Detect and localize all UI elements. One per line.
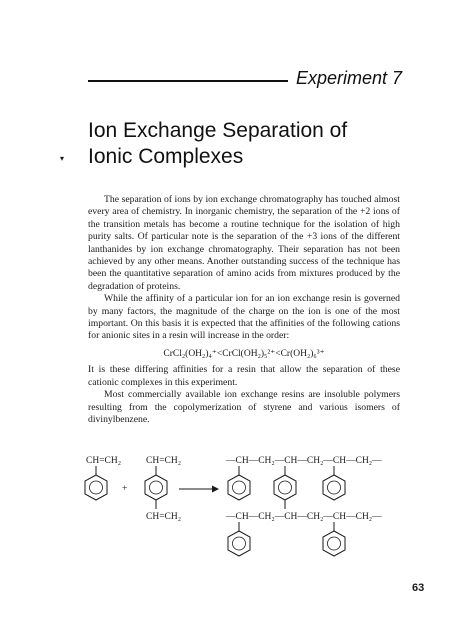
reaction-arrow — [179, 486, 219, 493]
title-line-2: Ionic Complexes — [88, 145, 244, 168]
styrene-ring — [85, 475, 107, 500]
page-title — [88, 118, 418, 170]
crosslink-ring — [274, 466, 296, 509]
paragraph-separation: It is these differing affinities for a resin that allow the separation of these cationic complexes in this experiment. — [88, 364, 400, 388]
pendant-ring-5 — [323, 522, 345, 556]
paragraph-intro: The separation of ions by ion exchange chromatography has touched almost every area of chemistry. In inorganic chemistry, the separation of the +2 ions of the transition metals has become a routine technique for the isolation of high purity salts. Of particular note is the separation of the +3 ions of the different lanthanides by ion exchange chromatography. Their separation has not been achieved by any other means. Another outstanding success of the technique has been the quantitative separation of amino acids from mixtures produced by the degradation of proteins. — [88, 194, 400, 292]
plus-sign: + — [122, 484, 128, 494]
polymer-structure-diagram — [84, 453, 414, 579]
dvb-bottom-vinyl-label: CH=CH₂ — [146, 512, 182, 522]
paragraph-affinity: While the affinity of a particular ion for an ion exchange resin is governed by many factors, the magnitude of the charge on the ion is one of the most important. On this basis it is expected that the affinities of the following cations for anionic sites in a resin will increase in the order: — [88, 293, 400, 342]
polymer-chain-1: —CH—CH₂—CH—CH₂—CH—CH₂— — [226, 456, 382, 466]
styrene-vinyl-label: CH=CH₂ — [86, 456, 122, 466]
pendant-ring-3 — [323, 466, 345, 500]
pendant-ring-1 — [228, 466, 250, 500]
paragraph-resins: Most commercially available ion exchange resins are insoluble polymers resulting from the copolymerization of styrene and various isomers of divinylbenzene. — [88, 389, 400, 425]
dvb-top-vinyl-label: CH=CH₂ — [146, 456, 182, 466]
divinylbenzene-ring — [145, 475, 167, 500]
affinity-formula: CrCl₂(OH₂)₄⁺<CrCl(OH₂)₅²⁺<Cr(OH₂)₆³⁺ — [163, 348, 325, 359]
polymer-chain-2: —CH—CH₂—CH—CH₂—CH—CH₂— — [226, 512, 382, 522]
page-number: 63 — [412, 582, 425, 594]
header-rule — [88, 80, 288, 82]
experiment-label: Experiment 7 — [296, 68, 403, 88]
body-text — [88, 194, 400, 426]
pendant-ring-4 — [228, 522, 250, 556]
stray-mark: ▾ — [60, 154, 65, 163]
title-line-1: Ion Exchange Separation of — [88, 119, 348, 142]
